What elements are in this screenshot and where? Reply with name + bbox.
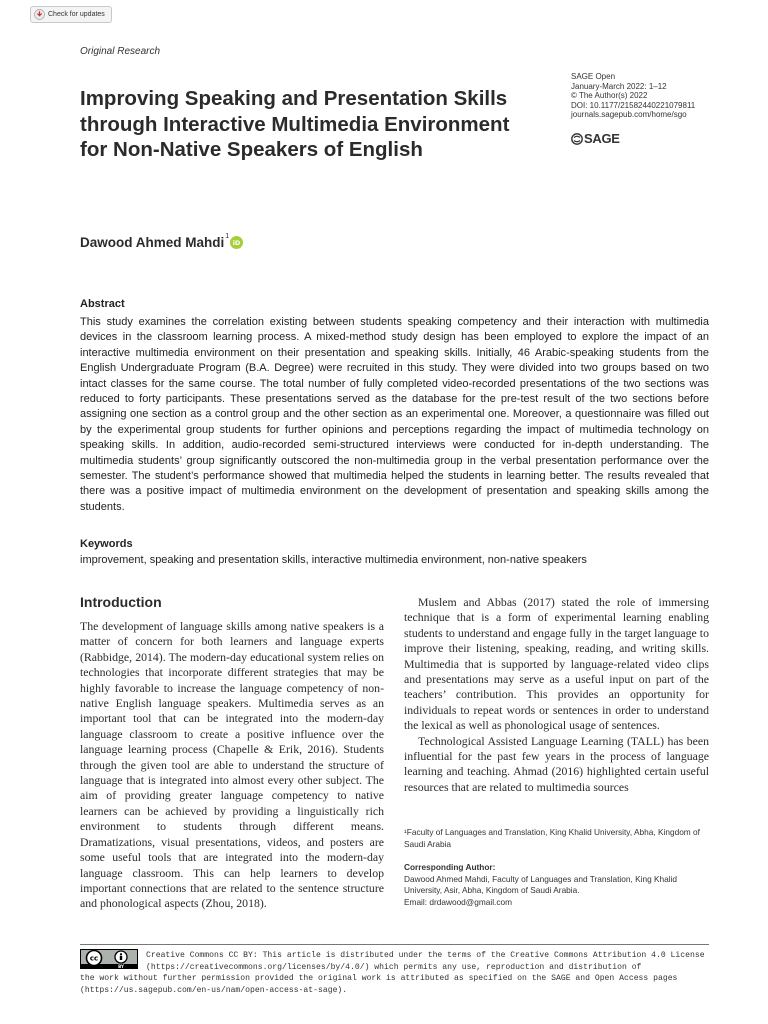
svg-text:iD: iD [232,239,241,248]
affiliation-mark: 1 [225,233,230,240]
update-icon [34,9,45,20]
journal-url[interactable]: journals.sagepub.com/home/sgo [571,110,687,120]
corresponding-author [404,862,709,908]
keywords-body: improvement, speaking and presentation skills, interactive multimedia environment, non-native speakers [80,554,587,566]
keywords-heading: Keywords [80,538,133,550]
article-title: Improving Speaking and Presentation Skills through Interactive Multimedia Environment for Non-Native Speakers of English [80,87,510,161]
doi[interactable]: DOI: 10.1177/21582440221079811 [571,100,696,110]
cc-by-label: BY [118,964,124,969]
check-for-updates-badge[interactable] [30,6,112,23]
abstract-body: This study examines the correlation existing between students speaking competency and their interaction with multimedia devices in the classroom learning process. A mixed-method study design has been employed to explore the impact of an interactive multimedia environment on their presentation and speaking skills. Initially, 46 Arabic-speaking students from the English Undergraduate Program (B.A. Degree) were recruited in this study. They were divided into two groups based on two intact classes for the same course. The total number of fully completed video-recorded presentations of the two sections was reduced to forty participants. These presentations served as the database for the pre-test result of the two sections before assigning one section as a control group and the other section as an experimental one. Moreover, a questionnaire was filled out by the experimental group students for further opinions and perceptions regarding the impact of multimedia technology on speaking skills. In addition, audio-recorded semi-structured interviews were conducted for in-depth understanding. The multimedia students’ group significantly outscored the non-multimedia group in the verbal presentation performance over the semester. The student’s performance showed that multimedia helped the students in learning better. The results revealed that there was a positive impact of multimedia environment on the development of presentation and speaking skills among the students. [80,316,709,513]
license-line: Creative Commons CC BY: This article is distributed under the terms of the Creative Commons Attribution 4.0 License [146,951,705,960]
intro-paragraph: The development of language skills among native speakers is a matter of concern for both learners and language experts (Rabbidge, 2014). The modern-day educational system relies on technologies that incorporate different strategies that may be highly favorable to increase the language competency of non-native English language speakers. Multimedia serves as an important tool that can be integrated into the modern-day language classroom to create a positive influence over the language learning process (Chapelle & Erik, 2016). Students through the given tool are able to understand the structure of language that is integrated into almost every other subject. The aim of providing greater language competency to native learners can be achieved by providing a linguistically rich environment to students through different means. Dramatizations, visual presentations, videos, and posters are some useful tools that are integrated into the modern-day language classroom. This can help learners to develop important connections that are related to the sentence structure and phonological aspects (Zhou, 2018). [80,619,384,911]
introduction-left-column [80,619,384,912]
section-label: Original Research [80,46,161,57]
journal-meta [571,72,731,120]
badge-label: Check for updates [48,11,105,18]
abstract-heading: Abstract [80,298,125,310]
author-line [80,235,243,250]
orcid-icon[interactable] [230,236,243,249]
corresponding-address: Dawood Ahmed Mahdi, Faculty of Languages and Translation, King Khalid University, Asir, Abha, Kingdom of Saudi Arabia. [404,873,678,895]
corresponding-email[interactable]: Email: drdawood@gmail.com [404,896,513,907]
journal-issue: January-March 2022: 1–12 [571,81,667,91]
svg-text:cc: cc [89,954,99,963]
license-line[interactable]: (https://creativecommons.org/licenses/by/4.0/) which permits any use, reproduction and distribution of [146,962,642,972]
intro-paragraph: Technological Assisted Language Learning (TALL) has been influential for the past few years in the process of language learning and teaching. Ahmad (2016) highlighted certain useful resources that are related to multimedia sources [404,733,709,794]
license-divider [80,944,709,945]
author-name[interactable]: Dawood Ahmed Mahdi [80,235,225,250]
affiliation-footnote: ¹Faculty of Languages and Translation, King Khalid University, Abha, Kingdom of Saudi Arabia [404,827,700,849]
sage-logo-text: SAGE [584,131,620,146]
intro-paragraph: Muslem and Abbas (2017) stated the role of immersing technique that is a form of experimental learning enabling students to understand and engage fully in the target language to improve their listening, speaking, reading, and writing skills. Multimedia that is supported by language-related video clips and presentations may serve as a useful input on part of the teachers’ contribution. This provides an opportunity for individuals to repeat words or sentences in order to understand the lexical as well as phonological usage of sentences. [404,595,709,733]
copyright: © The Author(s) 2022 [571,91,648,101]
sage-logo [571,131,620,146]
license-line: the work without further permission provided the original work is attributed as specified on the SAGE and Open Access pages [80,974,678,984]
corresponding-heading: Corresponding Author: [404,862,496,872]
license-text [80,950,720,996]
journal-name: SAGE Open [571,72,616,81]
sage-swirl-icon [571,133,583,145]
license-line[interactable]: (https://us.sagepub.com/en-us/nam/open-access-at-sage). [80,985,348,995]
introduction-right-column [404,595,709,795]
introduction-heading: Introduction [80,594,162,610]
